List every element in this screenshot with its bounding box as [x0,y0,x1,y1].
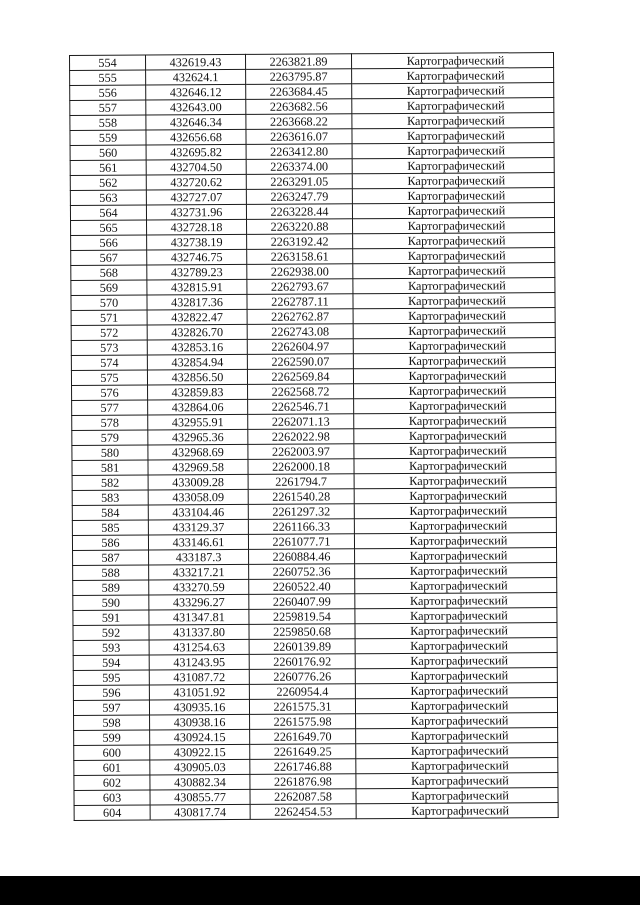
method-cell: Картографический [352,158,554,174]
method-cell: Картографический [355,623,557,639]
method-cell: Картографический [354,518,556,534]
y-coordinate-cell: 2260776.26 [249,669,355,685]
y-coordinate-cell: 2261575.98 [250,714,356,730]
point-number-cell: 586 [72,535,148,550]
x-coordinate-cell: 432619.43 [146,54,246,70]
method-cell: Картографический [355,548,557,564]
point-number-cell: 596 [73,685,149,700]
x-coordinate-cell: 430935.16 [149,699,249,715]
method-cell: Картографический [353,368,555,384]
point-number-cell: 556 [70,85,146,100]
y-coordinate-cell: 2260139.89 [249,639,355,655]
point-number-cell: 564 [70,205,146,220]
y-coordinate-cell: 2260407.99 [249,594,355,610]
point-number-cell: 558 [70,115,146,130]
y-coordinate-cell: 2262604.97 [247,339,353,355]
y-coordinate-cell: 2261649.70 [250,729,356,745]
y-coordinate-cell: 2263374.00 [246,159,352,175]
x-coordinate-cell: 432720.62 [146,174,246,190]
y-coordinate-cell: 2263412.80 [246,144,352,160]
x-coordinate-cell: 432815.91 [147,279,247,295]
x-coordinate-cell: 432789.23 [147,264,247,280]
x-coordinate-cell: 433146.61 [148,534,248,550]
method-cell: Картографический [355,578,557,594]
point-number-cell: 562 [70,175,146,190]
y-coordinate-cell: 2262087.58 [250,789,356,805]
y-coordinate-cell: 2262787.11 [247,294,353,310]
method-cell: Картографический [355,638,557,654]
point-number-cell: 554 [70,55,146,70]
table-row [74,803,558,821]
method-cell: Картографический [353,353,555,369]
point-number-cell: 578 [72,415,148,430]
x-coordinate-cell: 430882.34 [150,774,250,790]
y-coordinate-cell: 2261575.31 [249,699,355,715]
y-coordinate-cell: 2263158.61 [247,249,353,265]
x-coordinate-cell: 432856.50 [147,369,247,385]
y-coordinate-cell: 2260522.40 [249,579,355,595]
point-number-cell: 592 [73,625,149,640]
point-number-cell: 587 [73,550,149,565]
method-cell: Картографический [354,488,556,504]
point-number-cell: 581 [72,460,148,475]
x-coordinate-cell: 430924.15 [150,729,250,745]
point-number-cell: 583 [72,490,148,505]
x-coordinate-cell: 432738.19 [147,234,247,250]
y-coordinate-cell: 2262568.72 [248,384,354,400]
method-cell: Картографический [356,773,558,789]
y-coordinate-cell: 2259819.54 [249,609,355,625]
point-number-cell: 574 [71,355,147,370]
x-coordinate-cell: 430905.03 [150,759,250,775]
method-cell: Картографический [354,383,556,399]
method-cell: Картографический [356,743,558,759]
x-coordinate-cell: 432817.36 [147,294,247,310]
method-cell: Картографический [356,788,558,804]
x-coordinate-cell: 430938.16 [150,714,250,730]
point-number-cell: 580 [72,445,148,460]
x-coordinate-cell: 432656.68 [146,129,246,145]
point-number-cell: 604 [74,805,150,820]
x-coordinate-cell: 431051.92 [149,684,249,700]
y-coordinate-cell: 2263220.88 [247,219,353,235]
y-coordinate-cell: 2262454.53 [250,804,356,820]
y-coordinate-cell: 2260954.4 [249,684,355,700]
point-number-cell: 590 [73,595,149,610]
x-coordinate-cell: 432859.83 [148,384,248,400]
method-cell: Картографический [356,728,558,744]
x-coordinate-cell: 433270.59 [149,579,249,595]
point-number-cell: 566 [71,235,147,250]
x-coordinate-cell: 432826.70 [147,324,247,340]
method-cell: Картографический [352,173,554,189]
point-number-cell: 591 [73,610,149,625]
method-cell: Картографический [353,323,555,339]
method-cell: Картографический [353,233,555,249]
method-cell: Картографический [354,458,556,474]
point-number-cell: 575 [71,370,147,385]
x-coordinate-cell: 431347.81 [149,609,249,625]
point-number-cell: 569 [71,280,147,295]
point-number-cell: 570 [71,295,147,310]
x-coordinate-cell: 433009.28 [148,474,248,490]
method-cell: Картографический [353,338,555,354]
point-number-cell: 584 [72,505,148,520]
x-coordinate-cell: 433187.3 [149,549,249,565]
x-coordinate-cell: 431243.95 [149,654,249,670]
x-coordinate-cell: 433058.09 [148,489,248,505]
y-coordinate-cell: 2262071.13 [248,414,354,430]
y-coordinate-cell: 2262743.08 [247,324,353,340]
method-cell: Картографический [351,53,553,69]
y-coordinate-cell: 2263616.07 [246,129,352,145]
x-coordinate-cell: 432728.18 [147,219,247,235]
scan-edge-bar [0,876,640,905]
point-number-cell: 571 [71,310,147,325]
method-cell: Картографический [353,308,555,324]
y-coordinate-cell: 2260884.46 [249,549,355,565]
point-number-cell: 560 [70,145,146,160]
y-coordinate-cell: 2263291.05 [246,174,352,190]
y-coordinate-cell: 2262938.00 [247,264,353,280]
point-number-cell: 597 [73,700,149,715]
method-cell: Картографический [355,593,557,609]
point-number-cell: 599 [74,730,150,745]
x-coordinate-cell: 430855.77 [150,789,250,805]
y-coordinate-cell: 2261746.88 [250,759,356,775]
point-number-cell: 572 [71,325,147,340]
point-number-cell: 595 [73,670,149,685]
point-number-cell: 598 [74,715,150,730]
x-coordinate-cell: 432731.96 [146,204,246,220]
x-coordinate-cell: 432853.16 [147,339,247,355]
method-cell: Картографический [352,203,554,219]
method-cell: Картографический [354,473,556,489]
x-coordinate-cell: 433104.46 [148,504,248,520]
method-cell: Картографический [355,563,557,579]
method-cell: Картографический [352,83,554,99]
point-number-cell: 602 [74,775,150,790]
y-coordinate-cell: 2263821.89 [245,54,351,70]
method-cell: Картографический [356,803,558,819]
method-cell: Картографический [353,218,555,234]
y-coordinate-cell: 2262762.87 [247,309,353,325]
point-number-cell: 585 [72,520,148,535]
x-coordinate-cell: 432969.58 [148,459,248,475]
x-coordinate-cell: 430922.15 [150,744,250,760]
coordinates-table-body [70,53,559,821]
method-cell: Картографический [352,128,554,144]
method-cell: Картографический [355,683,557,699]
x-coordinate-cell: 432643.00 [146,99,246,115]
method-cell: Картографический [354,533,556,549]
y-coordinate-cell: 2262022.98 [248,429,354,445]
point-number-cell: 589 [73,580,149,595]
method-cell: Картографический [353,263,555,279]
y-coordinate-cell: 2261297.32 [248,504,354,520]
point-number-cell: 565 [71,220,147,235]
point-number-cell: 577 [72,400,148,415]
method-cell: Картографический [353,248,555,264]
method-cell: Картографический [356,758,558,774]
x-coordinate-cell: 432955.91 [148,414,248,430]
point-number-cell: 588 [73,565,149,580]
method-cell: Картографический [353,278,555,294]
y-coordinate-cell: 2263682.56 [246,99,352,115]
x-coordinate-cell: 432646.34 [146,114,246,130]
y-coordinate-cell: 2261649.25 [250,744,356,760]
y-coordinate-cell: 2263684.45 [246,84,352,100]
y-coordinate-cell: 2261794.7 [248,474,354,490]
y-coordinate-cell: 2262000.18 [248,459,354,475]
y-coordinate-cell: 2260752.36 [249,564,355,580]
method-cell: Картографический [354,413,556,429]
point-number-cell: 568 [71,265,147,280]
y-coordinate-cell: 2262546.71 [248,399,354,415]
point-number-cell: 593 [73,640,149,655]
method-cell: Картографический [352,68,554,84]
x-coordinate-cell: 432646.12 [146,84,246,100]
point-number-cell: 576 [72,385,148,400]
y-coordinate-cell: 2262003.97 [248,444,354,460]
coordinates-table [69,52,559,821]
y-coordinate-cell: 2261876.98 [250,774,356,790]
method-cell: Картографический [353,293,555,309]
y-coordinate-cell: 2263247.79 [246,189,352,205]
x-coordinate-cell: 432864.06 [148,399,248,415]
x-coordinate-cell: 433296.27 [149,594,249,610]
method-cell: Картографический [352,143,554,159]
point-number-cell: 600 [74,745,150,760]
y-coordinate-cell: 2260176.92 [249,654,355,670]
x-coordinate-cell: 432695.82 [146,144,246,160]
x-coordinate-cell: 431337.80 [149,624,249,640]
method-cell: Картографический [352,113,554,129]
x-coordinate-cell: 431254.63 [149,639,249,655]
point-number-cell: 555 [70,70,146,85]
point-number-cell: 603 [74,790,150,805]
x-coordinate-cell: 432746.75 [147,249,247,265]
y-coordinate-cell: 2263192.42 [247,234,353,250]
x-coordinate-cell: 432854.94 [147,354,247,370]
method-cell: Картографический [354,503,556,519]
method-cell: Картографический [355,668,557,684]
y-coordinate-cell: 2263795.87 [246,69,352,85]
y-coordinate-cell: 2263228.44 [246,204,352,220]
y-coordinate-cell: 2263668.22 [246,114,352,130]
y-coordinate-cell: 2262590.07 [247,354,353,370]
y-coordinate-cell: 2259850.68 [249,624,355,640]
point-number-cell: 582 [72,475,148,490]
point-number-cell: 561 [70,160,146,175]
method-cell: Картографический [355,698,557,714]
x-coordinate-cell: 432965.36 [148,429,248,445]
method-cell: Картографический [352,98,554,114]
method-cell: Картографический [355,653,557,669]
x-coordinate-cell: 432727.07 [146,189,246,205]
y-coordinate-cell: 2261540.28 [248,489,354,505]
point-number-cell: 559 [70,130,146,145]
method-cell: Картографический [354,428,556,444]
method-cell: Картографический [356,713,558,729]
point-number-cell: 601 [74,760,150,775]
x-coordinate-cell: 432704.50 [146,159,246,175]
x-coordinate-cell: 432968.69 [148,444,248,460]
x-coordinate-cell: 430817.74 [150,804,250,820]
x-coordinate-cell: 431087.72 [149,669,249,685]
y-coordinate-cell: 2262793.67 [247,279,353,295]
point-number-cell: 557 [70,100,146,115]
method-cell: Картографический [354,443,556,459]
y-coordinate-cell: 2261166.33 [248,519,354,535]
y-coordinate-cell: 2262569.84 [247,369,353,385]
point-number-cell: 579 [72,430,148,445]
method-cell: Картографический [355,608,557,624]
method-cell: Картографический [352,188,554,204]
x-coordinate-cell: 432822.47 [147,309,247,325]
point-number-cell: 567 [71,250,147,265]
x-coordinate-cell: 433129.37 [148,519,248,535]
point-number-cell: 563 [70,190,146,205]
x-coordinate-cell: 432624.1 [146,69,246,85]
point-number-cell: 594 [73,655,149,670]
y-coordinate-cell: 2261077.71 [248,534,354,550]
method-cell: Картографический [354,398,556,414]
x-coordinate-cell: 433217.21 [149,564,249,580]
point-number-cell: 573 [71,340,147,355]
